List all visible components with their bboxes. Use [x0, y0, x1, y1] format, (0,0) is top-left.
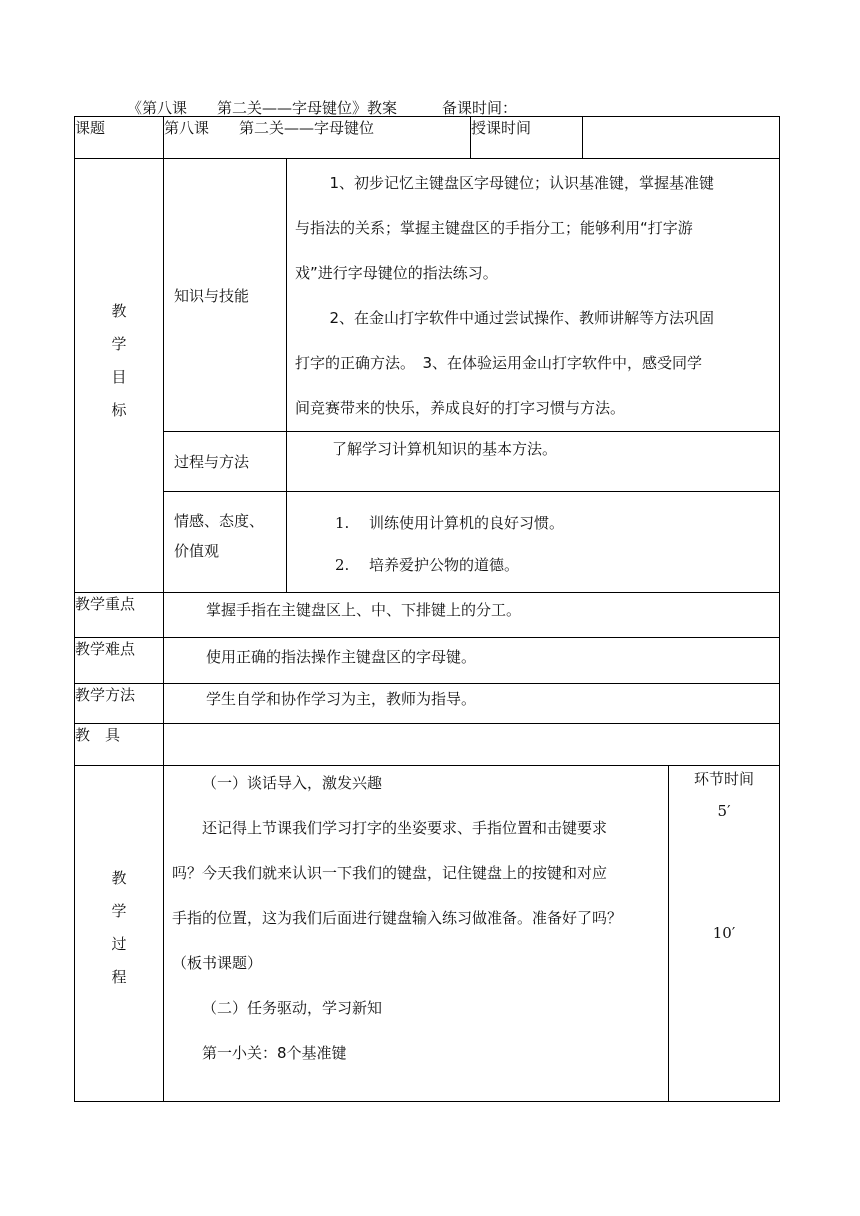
knowledge-line: 戏”进行字母键位的指法练习。 [295, 264, 498, 282]
difficulty-text: 使用正确的指法操作主键盘区的字母键。 [164, 638, 780, 684]
process-label-cell [75, 766, 164, 1102]
row-knowledge [75, 159, 780, 432]
class-time-value [583, 117, 780, 159]
method-text: 学生自学和协作学习为主，教师为指导。 [164, 684, 780, 724]
process-paragraph-line: 吗？今天我们就来认识一下我们的键盘，记住键盘上的按键和对应 [172, 864, 608, 882]
knowledge-line: 1、初步记忆主键盘区字母键位；认识基准键，掌握基准键 [329, 174, 715, 192]
row-method [75, 684, 780, 724]
key-point-label: 教学重点 [75, 593, 164, 638]
topic-label: 课题 [75, 117, 164, 159]
process-paragraph-line: （板书课题） [172, 954, 263, 972]
stage-time-value: 10′ [712, 924, 736, 942]
row-difficulty [75, 638, 780, 684]
key-point-text: 掌握手指在主键盘区上、中、下排键上的分工。 [164, 593, 780, 638]
knowledge-content [287, 159, 780, 432]
stage-time-label: 环节时间 [694, 770, 755, 788]
knowledge-line: 间竞赛带来的快乐，养成良好的打字习惯与方法。 [295, 399, 626, 417]
emotion-content [287, 492, 780, 593]
process-heading: （一）谈话导入，激发兴趣 [202, 774, 383, 792]
knowledge-line: 与指法的关系；掌握主键盘区的手指分工；能够利用“打字游 [295, 219, 693, 237]
emotion-label: 情感、态度、 价值观 [164, 492, 287, 593]
knowledge-label: 知识与技能 [164, 159, 287, 432]
lesson-plan-table [74, 116, 780, 1102]
row-key-point [75, 593, 780, 638]
goals-label-cell [75, 159, 164, 593]
row-process-method [75, 432, 780, 492]
topic-value: 第八课 第二关——字母键位 [164, 117, 471, 159]
tools-label: 教 具 [75, 724, 164, 766]
stage-time-value: 5′ [717, 802, 731, 820]
process-subheading: 第一小关：8个基准键 [202, 1044, 347, 1062]
emotion-item: 1. 训练使用计算机的良好习惯。 [335, 514, 565, 532]
tools-text [164, 724, 780, 766]
document-title: 《第八课 第二关——字母键位》教案 备课时间： [127, 99, 518, 117]
process-paragraph-line: 还记得上节课我们学习打字的坐姿要求、手指位置和击键要求 [202, 819, 608, 837]
row-teaching-process [75, 766, 780, 1102]
emotion-item: 2. 培养爱护公物的道德。 [335, 556, 520, 574]
goals-label: 教 学 目 标 [111, 301, 127, 419]
process-content [164, 766, 669, 1102]
row-topic [75, 117, 780, 159]
row-tools [75, 724, 780, 766]
process-heading: （二）任务驱动，学习新知 [202, 999, 383, 1017]
knowledge-line: 2、在金山打字软件中通过尝试操作、教师讲解等方法巩固 [329, 309, 715, 327]
process-paragraph-line: 手指的位置，这为我们后面进行键盘输入练习做准备。准备好了吗？ [172, 909, 623, 927]
process-label: 教 学 过 程 [111, 868, 127, 986]
class-time-label: 授课时间 [471, 117, 583, 159]
process-method-text: 了解学习计算机知识的基本方法。 [287, 432, 780, 492]
difficulty-label: 教学难点 [75, 638, 164, 684]
stage-time-cell [669, 766, 780, 1102]
method-label: 教学方法 [75, 684, 164, 724]
row-emotion [75, 492, 780, 593]
process-method-label: 过程与方法 [164, 432, 287, 492]
knowledge-line: 打字的正确方法。 3、在体验运用金山打字软件中，感受同学 [295, 354, 703, 372]
